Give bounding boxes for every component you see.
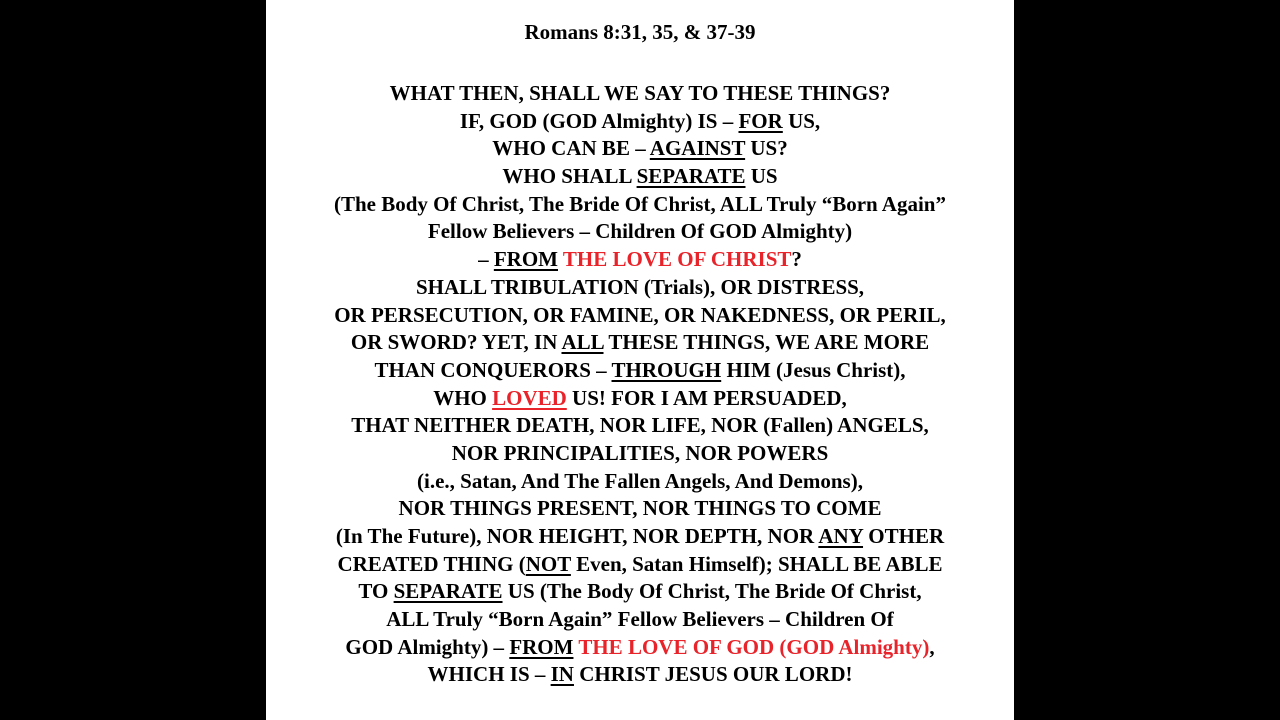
line-text: US — [745, 164, 778, 189]
underlined-text: SEPARATE — [393, 579, 503, 604]
line-text: CHRIST JESUS OUR LORD! — [573, 662, 853, 687]
line-text: WHO SHALL — [502, 164, 637, 189]
scripture-line — [266, 163, 1014, 191]
scripture-line — [266, 246, 1014, 274]
underlined-text: ANY — [818, 524, 864, 548]
line-text: IF, GOD (GOD Almighty) IS – — [459, 108, 739, 133]
line-text: US (The Body Of Christ, The Bride Of Christ, — [502, 579, 922, 604]
highlighted-text: THE LOVE OF CHRIST — [562, 247, 792, 272]
underlined-text: THROUGH — [611, 357, 722, 382]
line-text: NOR PRINCIPALITIES, NOR POWERS — [451, 440, 829, 465]
line-text: US, — [782, 108, 821, 133]
line-text: NOR THINGS PRESENT, NOR THINGS TO COME — [398, 496, 882, 521]
line-text: THAT NEITHER DEATH, NOR LIFE, NOR (Fallen) ANGELS, — [351, 413, 929, 438]
line-text: US? — [745, 136, 788, 161]
line-text: – — [478, 247, 494, 272]
line-text: WHAT THEN, SHALL WE SAY TO THESE THINGS? — [389, 81, 891, 105]
scripture-line — [266, 302, 1014, 330]
line-text: THESE THINGS, WE ARE MORE — [603, 330, 930, 355]
scripture-line — [266, 412, 1014, 440]
scripture-line — [266, 274, 1014, 302]
line-text: ALL Truly “Born Again” Fellow Believers – Children Of — [386, 607, 894, 632]
scripture-line — [266, 80, 1014, 108]
line-text: WHICH IS – — [427, 662, 551, 687]
line-text: (In The Future), NOR HEIGHT, NOR DEPTH, NOR — [335, 524, 819, 548]
line-text: TO — [358, 579, 394, 604]
scripture-line — [266, 385, 1014, 413]
scripture-line — [266, 495, 1014, 523]
line-text: OR PERSECUTION, OR FAMINE, OR NAKEDNESS, OR PERIL, — [334, 302, 946, 327]
underlined-text: FROM — [509, 634, 574, 659]
scripture-line — [266, 440, 1014, 468]
line-text: Fellow Believers – Children Of GOD Almighty) — [427, 219, 853, 244]
line-text: HIM (Jesus Christ), — [721, 357, 906, 382]
scripture-page — [266, 0, 1014, 720]
scripture-text — [266, 80, 1014, 689]
line-text: WHO CAN BE – — [492, 136, 650, 161]
line-text: SHALL TRIBULATION (Trials), OR DISTRESS, — [415, 274, 865, 299]
underlined-text: IN — [550, 662, 574, 687]
title-spacer — [266, 46, 1014, 80]
highlighted-text: THE LOVE OF GOD (GOD Almighty) — [578, 634, 930, 659]
line-text: , — [929, 634, 935, 659]
line-text: CREATED THING ( — [337, 551, 526, 576]
scripture-line — [266, 357, 1014, 385]
scripture-line — [266, 468, 1014, 496]
underlined-text: NOT — [525, 551, 571, 576]
scripture-line — [266, 551, 1014, 579]
underlined-text: FROM — [493, 247, 558, 272]
line-text: (i.e., Satan, And The Fallen Angels, And Demons), — [417, 468, 863, 493]
line-text: GOD Almighty) – — [345, 634, 510, 659]
line-text: THAN CONQUERORS – — [374, 357, 612, 382]
line-text: OR SWORD? YET, IN — [350, 330, 562, 355]
scripture-line — [266, 135, 1014, 163]
line-text: US! FOR I AM PERSUADED, — [566, 385, 847, 410]
line-text: WHO — [433, 385, 493, 410]
scripture-line — [266, 578, 1014, 606]
scripture-line — [266, 661, 1014, 689]
scripture-line — [266, 218, 1014, 246]
underlined-text: FOR — [738, 108, 783, 133]
scripture-reference-title: Romans 8:31, 35, & 37-39 — [524, 20, 756, 44]
scripture-line — [266, 606, 1014, 634]
scripture-line — [266, 634, 1014, 662]
line-text: Even, Satan Himself); SHALL BE ABLE — [570, 551, 943, 576]
highlighted-text: LOVED — [492, 385, 567, 410]
underlined-text: SEPARATE — [636, 164, 746, 189]
scripture-line — [266, 329, 1014, 357]
scripture-line — [266, 523, 1014, 551]
underlined-text: ALL — [561, 330, 604, 355]
line-text: ? — [791, 247, 802, 272]
line-text: OTHER — [863, 524, 945, 548]
underlined-text: AGAINST — [649, 136, 746, 161]
scripture-line — [266, 108, 1014, 136]
line-text: (The Body Of Christ, The Bride Of Christ, ALL Truly “Born Again” — [333, 191, 946, 216]
scripture-line — [266, 191, 1014, 219]
